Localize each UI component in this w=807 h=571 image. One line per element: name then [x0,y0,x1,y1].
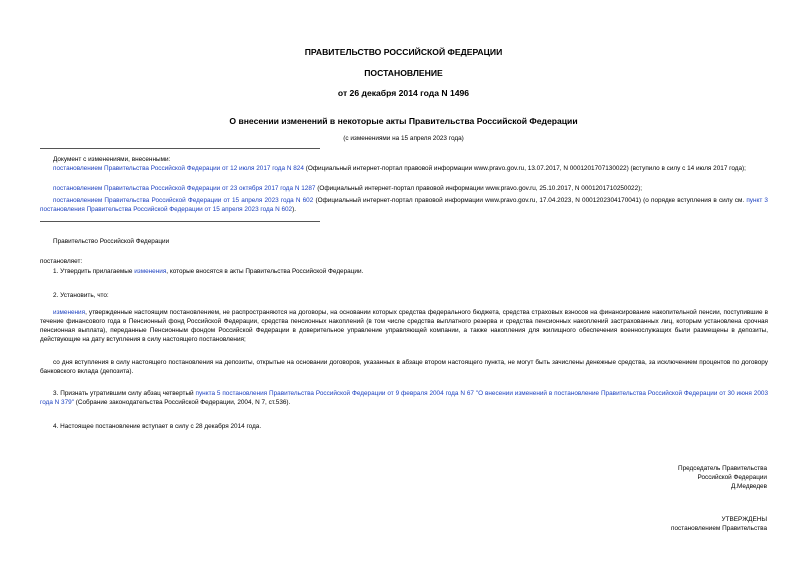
changes-link-2[interactable]: изменения [53,309,86,316]
amendment-link-3[interactable]: постановлением Правительства Российской Федерации от 15 апреля 2023 года N 602 [53,197,314,204]
paragraph-5 [40,389,768,407]
changes-link[interactable]: изменения [134,268,167,275]
amendment-source-3: (Официальный интернет-портал правовой информации www.pravo.gov.ru, 17.04.2023, N 0001202304170041) (о порядке вступления в силу см. [313,197,747,204]
paragraph-6: 4. Настоящее постановление вступает в силу с 28 декабря 2014 года. [53,423,262,430]
signature-country: Российской Федерации [697,474,767,481]
signature-name: Д.Медведев [730,483,767,490]
paragraph-5-text: 3. Признать утратившим силу абзац четвертый [53,390,196,397]
decides-line: постановляет: [40,258,83,265]
amendment-link-1[interactable]: постановлением Правительства Российской Федерации от 12 июля 2017 года N 824 [53,165,304,172]
approved-label: УТВЕРЖДЕНЫ [721,516,767,523]
paragraph-5-end: (Собрание законодательства Российской Федерации, 2004, N 7, ст.536). [73,399,291,406]
document-date: от 26 декабря 2014 года N 1496 [337,88,470,98]
approved-by: постановлением Правительства [671,525,767,532]
document-type: ПОСТАНОВЛЕНИЕ [364,68,443,78]
paragraph-1-text: 1. Утвердить прилагаемые [53,268,135,275]
amendment-end: ). [292,206,297,213]
signature-block [678,464,767,491]
approval-block [671,515,767,533]
amendments-intro: Документ с изменениями, внесенными: [53,156,171,163]
amendment-item-1 [40,164,768,173]
amendment-item-2 [40,184,768,193]
top-divider [40,148,320,149]
amendment-entry-link[interactable]: пункт 3 постановления Правительства Российской Федерации от 15 апреля 2023 года N 602 [40,197,768,213]
bottom-divider [40,221,320,222]
amendment-source-1: (Официальный интернет-портал правовой информации www.pravo.gov.ru, 13.07.2017, N 0001201707130022) (вступило в силу с 14 июля 2017 года); [303,165,746,172]
paragraph-3-text: , утвержденные настоящим постановлением, не распространяются на договоры, на основании которых средства федерального бюджета, средства страховых взносов на финансирование накопительной пенсии, поступившие в течение финансового года в Пенсионный фонд Российской Федерации, средства пенсионных накоплений (в том числе средства выплатного резерва и средства пенсионных накоплений застрахованных лиц, которым установлена срочная пенсионная выплата), переданные Пенсионным фондом Российской Федерации в доверительное управление управляющей компании, а также накопления для жилищного обеспечения военнослужащих были размещены в депозиты, действующие на дату вступления в силу настоящего постановления; [40,309,768,343]
paragraph-2: 2. Установить, что: [53,292,109,299]
paragraph-3 [40,308,768,344]
amendment-item-3 [40,196,768,214]
amendment-subtitle: (с изменениями на 15 апреля 2023 года) [343,135,464,142]
repealed-act-link[interactable]: пункта 5 постановления Правительства Российской Федерации от 9 февраля 2004 года N 67 "О внесении изменений в постановление Правительства Российской Федерации от 30 июня 2003 года N 379" [40,390,769,406]
amendment-link-2[interactable]: постановлением Правительства Российской Федерации от 23 октября 2017 года N 1287 [53,185,316,192]
paragraph-4: со дня вступления в силу настоящего постановления на депозиты, открытые на основании договоров, указанных в абзаце втором настоящего пункта, не могут быть зачислены денежные средства, за исключением процентов по договору банковского вклада (депозита). [40,359,768,375]
amendment-source-2: (Официальный интернет-портал правовой информации www.pravo.gov.ru, 25.10.2017, N 0001201710250022); [315,185,643,192]
government-line: Правительство Российской Федерации [53,238,170,245]
paragraph-1-end: , которые вносятся в акты Правительства Российской Федерации. [166,268,364,275]
government-heading: ПРАВИТЕЛЬСТВО РОССИЙСКОЙ ФЕДЕРАЦИИ [304,47,503,57]
signature-title: Председатель Правительства [678,465,767,472]
document-title: О внесении изменений в некоторые акты Правительства Российской Федерации [229,116,578,126]
paragraph-1 [53,267,768,276]
